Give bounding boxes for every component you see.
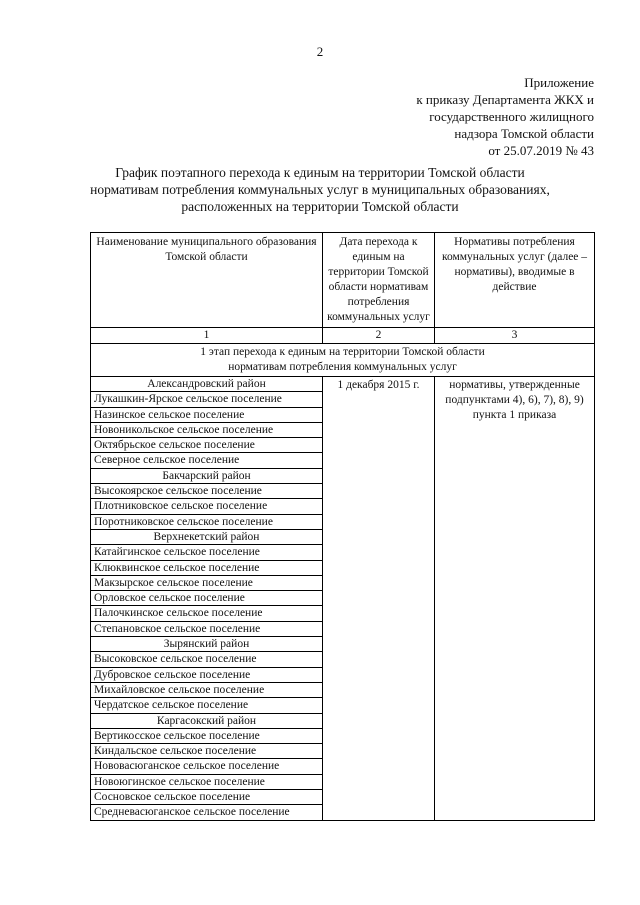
appendix-block bbox=[416, 74, 594, 159]
column-number: 1 bbox=[91, 328, 323, 344]
settlement-name: Вертикосское сельское поселение bbox=[91, 728, 323, 743]
appendix-line: к приказу Департамента ЖКХ и bbox=[416, 92, 594, 107]
stage-line: 1 этап перехода к единым на территории Томской области bbox=[200, 346, 485, 358]
title-line: График поэтапного перехода к единым на территории Томской области bbox=[115, 165, 525, 180]
settlement-name: Высокоярское сельское поселение bbox=[91, 484, 323, 499]
district-name: Каргасокский район bbox=[91, 713, 323, 728]
settlement-name: Дубровское сельское поселение bbox=[91, 667, 323, 682]
title-line: расположенных на территории Томской области bbox=[181, 199, 459, 214]
settlement-name: Михайловское сельское поселение bbox=[91, 682, 323, 697]
settlement-name: Степановское сельское поселение bbox=[91, 621, 323, 636]
settlement-name: Нововасюганское сельское поселение bbox=[91, 759, 323, 774]
column-number-row bbox=[91, 328, 595, 344]
table-header-row bbox=[91, 233, 595, 328]
settlement-name: Поротниковское сельское поселение bbox=[91, 514, 323, 529]
settlement-name: Северное сельское поселение bbox=[91, 453, 323, 468]
settlement-name: Назинское сельское поселение bbox=[91, 407, 323, 422]
settlement-name: Орловское сельское поселение bbox=[91, 591, 323, 606]
settlement-name: Палочкинское сельское поселение bbox=[91, 606, 323, 621]
stage-line: нормативам потребления коммунальных услуг bbox=[228, 361, 457, 373]
settlement-name: Новоюгинское сельское поселение bbox=[91, 774, 323, 789]
settlement-name: Клюквинское сельское поселение bbox=[91, 560, 323, 575]
appendix-line: от 25.07.2019 № 43 bbox=[488, 143, 594, 158]
table-row bbox=[91, 377, 595, 392]
settlement-name: Макзырское сельское поселение bbox=[91, 575, 323, 590]
document-title bbox=[80, 164, 560, 215]
settlement-name: Чердатское сельское поселение bbox=[91, 698, 323, 713]
appendix-line: государственного жилищного bbox=[429, 109, 594, 124]
settlement-name: Высоковское сельское поселение bbox=[91, 652, 323, 667]
stage-row bbox=[91, 344, 595, 377]
district-name: Бакчарский район bbox=[91, 468, 323, 483]
district-name: Зырянский район bbox=[91, 637, 323, 652]
settlement-name: Новоникольское сельское поселение bbox=[91, 422, 323, 437]
page-number: 2 bbox=[316, 44, 324, 59]
settlement-name: Сосновское сельское поселение bbox=[91, 790, 323, 805]
settlement-name: Октябрьское сельское поселение bbox=[91, 438, 323, 453]
header-norms: Нормативы потребления коммунальных услуг (далее – нормативы), вводимые в действие bbox=[435, 233, 595, 328]
header-date: Дата перехода к единым на территории Томской области нормативам потребления коммунальных услуг bbox=[323, 233, 435, 328]
district-name: Верхнекетский район bbox=[91, 529, 323, 544]
norms-description: нормативы, утвержденные подпунктами 4), 6), 7), 8), 9) пункта 1 приказа bbox=[435, 377, 595, 821]
appendix-line: Приложение bbox=[524, 75, 594, 90]
settlement-name: Средневасюганское сельское поселение bbox=[91, 805, 323, 820]
column-number: 2 bbox=[323, 328, 435, 344]
transition-date: 1 декабря 2015 г. bbox=[323, 377, 435, 821]
title-line: нормативам потребления коммунальных услуг в муниципальных образованиях, bbox=[90, 182, 550, 197]
settlement-name: Киндальское сельское поселение bbox=[91, 744, 323, 759]
transition-schedule-table bbox=[90, 232, 595, 821]
settlement-name: Катайгинское сельское поселение bbox=[91, 545, 323, 560]
header-municipality: Наименование муниципального образования Томской области bbox=[91, 233, 323, 328]
stage-cell bbox=[91, 344, 595, 377]
settlement-name: Плотниковское сельское поселение bbox=[91, 499, 323, 514]
district-name: Александровский район bbox=[91, 377, 323, 392]
appendix-line: надзора Томской области bbox=[454, 126, 594, 141]
settlement-name: Лукашкин-Ярское сельское поселение bbox=[91, 392, 323, 407]
column-number: 3 bbox=[435, 328, 595, 344]
